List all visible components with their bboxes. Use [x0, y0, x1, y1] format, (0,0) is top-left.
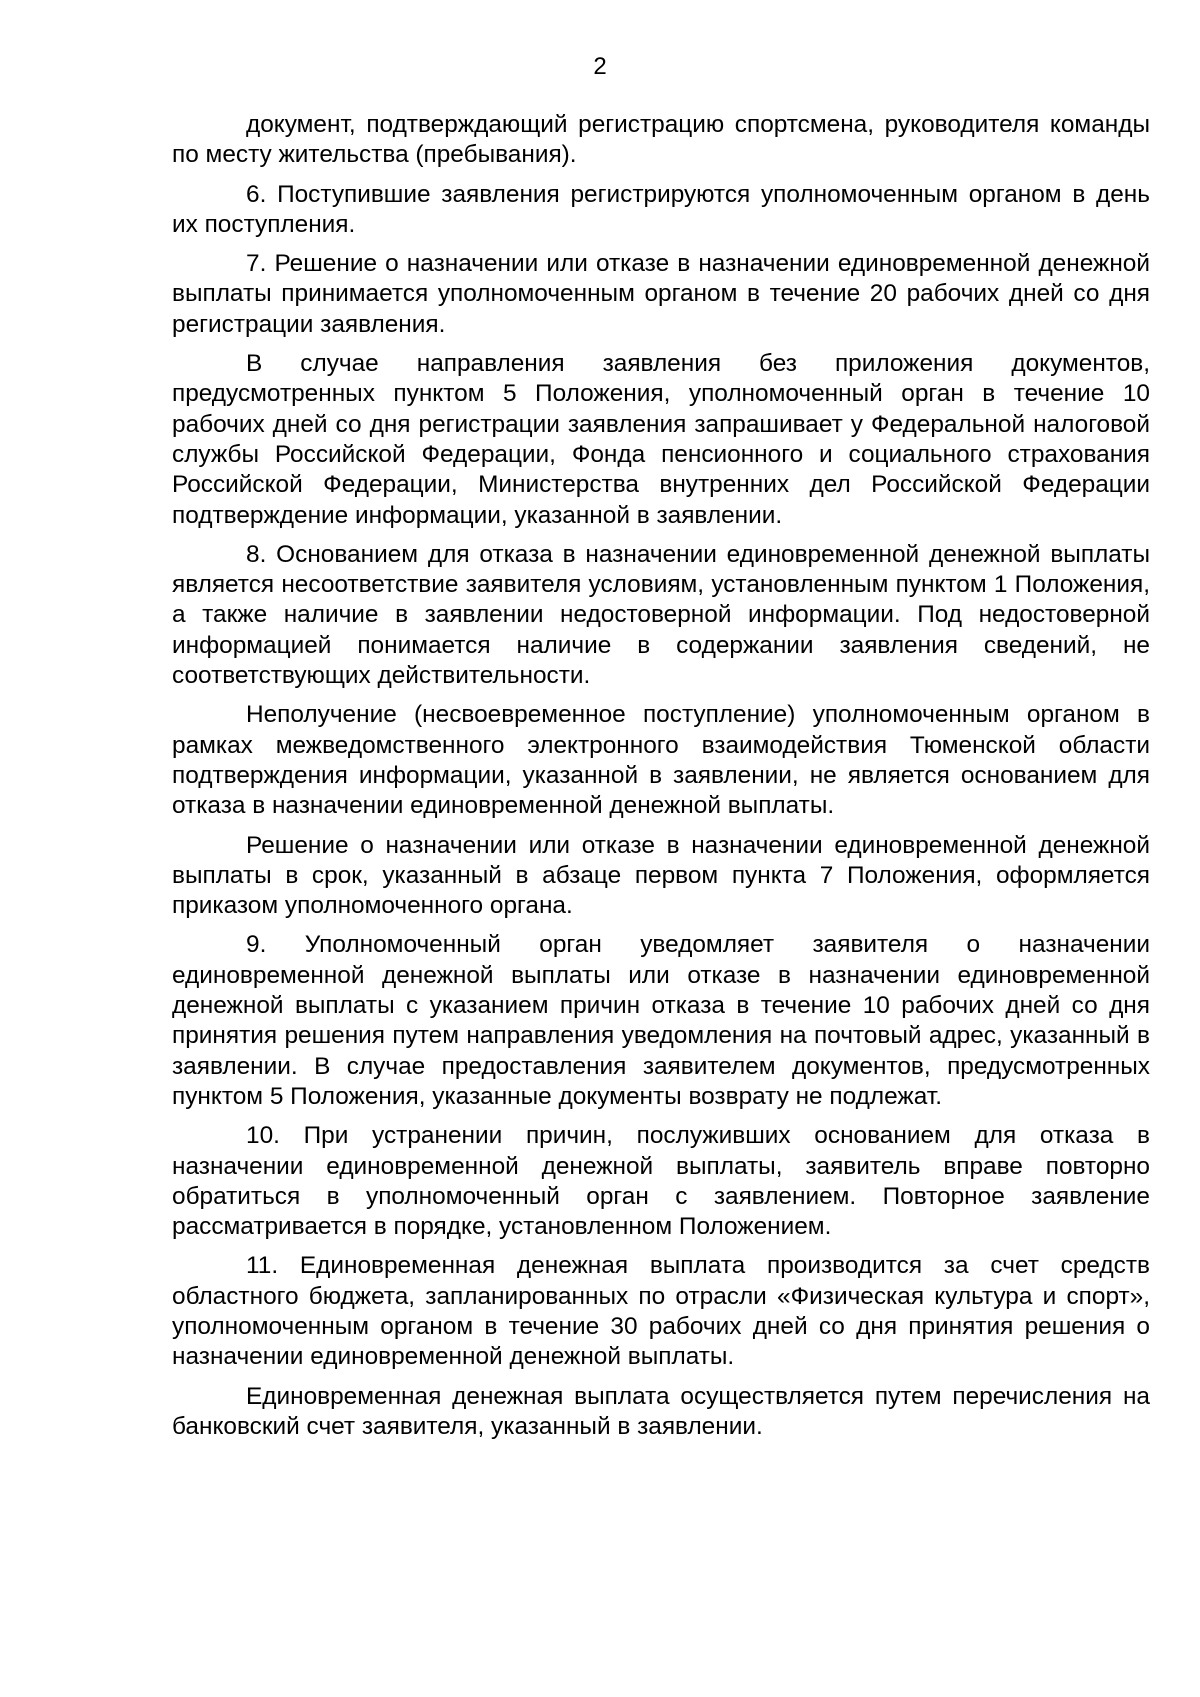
- paragraph-item-6: 6. Поступившие заявления регистрируются уполномоченным органом в день их поступления.: [172, 180, 1150, 238]
- paragraph-item-8: 8. Основанием для отказа в назначении единовременной денежной выплаты является несоответствие заявителя условиям, установленным пунктом 1 Положения, а также наличие в заявлении недостоверной информации. Под недостоверной информацией понимается наличие в содержании заявления сведений, не соответствующих действительности.: [172, 540, 1150, 690]
- paragraph-item-9: 9. Уполномоченный орган уведомляет заявителя о назначении единовременной денежной выплаты или отказе в назначении единовременной денежной выплаты с указанием причин отказа в течение 10 рабочих дней со дня принятия решения путем направления уведомления на почтовый адрес, указанный в заявлении. В случае предоставления заявителем документов, предусмотренных пунктом 5 Положения, указанные документы возврату не подлежат.: [172, 931, 1150, 1110]
- paragraph-continuation: документ, подтверждающий регистрацию спортсмена, руководителя команды по месту жительства (пребывания).: [172, 111, 1150, 169]
- paragraph-item-7-interagency-request: В случае направления заявления без приложения документов, предусмотренных пунктом 5 Положения, уполномоченный орган в течение 10 рабочих дней со дня регистрации заявления запрашивает у Федеральной налоговой службы Российской Федерации, Фонда пенсионного и социального страхования Российской Федерации, Министерства внутренних дел Российской Федерации подтверждение информации, указанной в заявлении.: [172, 350, 1150, 529]
- paragraph-item-11-bank-transfer: Единовременная денежная выплата осуществляется путем перечисления на банковский счет заявителя, указанный в заявлении.: [172, 1382, 1150, 1440]
- paragraph-item-7: 7. Решение о назначении или отказе в назначении единовременной денежной выплаты принимается уполномоченным органом в течение 20 рабочих дней со дня регистрации заявления.: [172, 250, 1150, 338]
- page-number: 2: [593, 53, 607, 80]
- document-body: [172, 110, 1150, 1451]
- paragraph-item-11: 11. Единовременная денежная выплата производится за счет средств областного бюджета, запланированных по отрасли «Физическая культура и спорт», уполномоченным органом в течение 30 рабочих дней со дня принятия решения о назначении единовременной денежной выплаты.: [172, 1252, 1150, 1371]
- paragraph-item-10: 10. При устранении причин, послуживших основанием для отказа в назначении единовременной денежной выплаты, заявитель вправе повторно обратиться в уполномоченный орган с заявлением. Повторное заявление рассматривается в порядке, установленном Положением.: [172, 1122, 1150, 1241]
- paragraph-item-8-decision-order: Решение о назначении или отказе в назначении единовременной денежной выплаты в срок, указанный в абзаце первом пункта 7 Положения, оформляется приказом уполномоченного органа.: [172, 831, 1150, 920]
- paragraph-item-8-non-receipt: Неполучение (несвоевременное поступление) уполномоченным органом в рамках межведомственного электронного взаимодействия Тюменской области подтверждения информации, указанной в заявлении, не является основанием для отказа в назначении единовременной денежной выплаты.: [172, 701, 1150, 820]
